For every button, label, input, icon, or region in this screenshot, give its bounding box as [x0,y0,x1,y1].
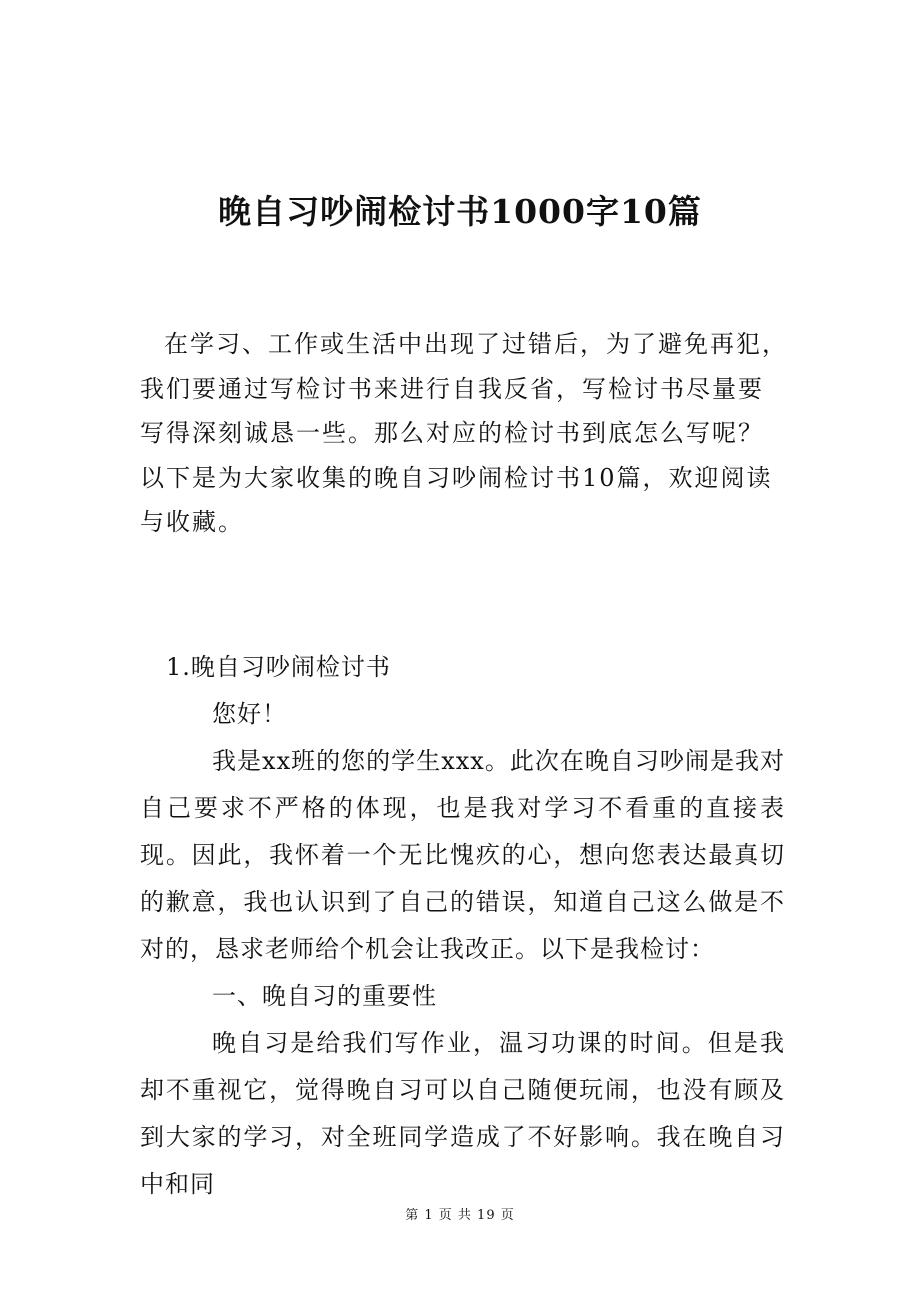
document-title: 晚自习吵闹检讨书1000字10篇 [218,192,702,231]
paragraph-2: 晚自习是给我们写作业，温习功课的时间。但是我却不重视它，觉得晚自习可以自己随便玩闹，也没有顾及到大家的学习，对全班同学造成了不好影响。我在晚自习中和同 [140,1029,785,1198]
section-heading: 1.晚自习吵闹检讨书 [166,653,391,681]
paragraph-1: 我是xx班的您的学生xxx。此次在晚自习吵闹是我对自己要求不严格的体现，也是我对学习不看重的直接表现。因此，我怀着一个无比愧疚的心，想向您表达最真切的歉意，我也认识到了自己的错误，知道自己这么做是不对的，恳求老师给个机会让我改正。以下是我检讨： [140,747,785,963]
subheading: 一、晚自习的重要性 [212,982,437,1010]
page-number-footer: 第 1 页 共 19 页 [405,1208,515,1223]
intro-paragraph: 在学习、工作或生活中出现了过错后，为了避免再犯，我们要通过写检讨书来进行自我反省，写检讨书尽量要写得深刻诚恳一些。那么对应的检讨书到底怎么写呢？以下是为大家收集的晚自习吵闹检讨书10篇，欢迎阅读与收藏。 [140,330,788,536]
document-body [140,644,785,1208]
greeting: 您好！ [212,700,287,728]
